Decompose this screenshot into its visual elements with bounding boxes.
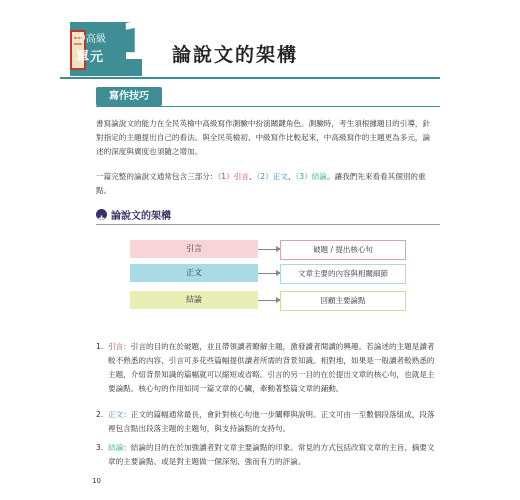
page-title: 論說文的架構: [172, 44, 299, 66]
list-number: 2.: [96, 410, 104, 419]
list-item: [96, 408, 436, 436]
list-text: ：結論的目的在於加強讀者對文章主要論點的印象。常見的方式包括改寫文章的主旨、摘要文章的主要論點、或是對主題做一個深刻、強而有力的評論。: [108, 443, 435, 466]
structure-heading: 論說文的架構: [111, 211, 171, 222]
intro-paragraph: 書寫論說文的能力在全民英檢中高級寫作測驗中扮演關鍵角色。測驗時，考生須根據題目的引導，針對指定的主題提出自己的看法。與全民英檢初、中級寫作比較起來，中高級寫作的主題更為多元，論述的深度與廣度也須隨之增加。: [96, 119, 431, 156]
parts-paragraph: [96, 170, 436, 198]
page-number: 10: [92, 477, 101, 485]
list-number: 1.: [96, 342, 104, 351]
diagram-intro-desc: 破題 / 提出核心句: [280, 240, 406, 260]
plus-icon: [96, 209, 107, 220]
parts-sep: 、: [287, 172, 296, 181]
part-intro: （1）引言: [217, 172, 249, 181]
unit-level-label: 中高級: [76, 34, 106, 45]
list-head: 引言: [108, 342, 124, 351]
list-text: ：引言的目的在於破題，並且帶領讀者瞭解主題，激發讀者閱讀的興趣。若論述的主題是讀者較不熟悉的內容，引言可多花些篇幅提供讀者所需的背景知識。相對地，如果是一般讀者較熟悉的主題，介紹背景知識的篇幅就可以縮短或省略。引言的另一目的在於提出文章的核心句，也就是主要論點。核心句的作用如同一篇文章的心臟，牽動著整篇文章的鋪動。: [108, 342, 435, 393]
diagram-conclusion-box: 結論: [130, 291, 258, 309]
diagram-conclusion-desc: 回顧主要論點: [280, 291, 406, 311]
diagram-intro-box: 引言: [130, 240, 258, 258]
diagram-body-box: 正文: [130, 264, 258, 282]
unit-number: 1: [120, 12, 157, 72]
list-item: [96, 340, 436, 396]
parts-suffix: 。讓我們先來看看其個別的重點。: [96, 172, 426, 195]
list-number: 3.: [96, 443, 104, 452]
part-conclusion: （3）結論: [295, 172, 327, 181]
section-divider: [96, 106, 440, 107]
diagram-body-desc: 文章主要的內容與相關細節: [280, 264, 406, 284]
list-head: 結論: [108, 443, 124, 452]
parts-prefix: 一篇完整的論說文通常包含三部分：: [96, 172, 218, 181]
list-text: ：正文的篇幅通常最長，會針對核心句進一步闡釋與說明。正文可由一至數個段落組成，段落裡包含點出段落主題的主題句，與支持論點的支持句。: [108, 410, 435, 433]
arrow-right-icon: [258, 300, 280, 301]
parts-sep: 、: [248, 172, 257, 181]
list-item: [96, 441, 436, 469]
arrow-right-icon: [258, 249, 280, 250]
part-body: （2）正文: [256, 172, 288, 181]
list-head: 正文: [108, 410, 124, 419]
section-label: 寫作技巧: [96, 87, 162, 106]
arrow-right-icon: [258, 273, 280, 274]
structure-divider: [96, 224, 440, 225]
title-divider: [60, 77, 440, 79]
unit-label: 單元: [76, 50, 105, 65]
